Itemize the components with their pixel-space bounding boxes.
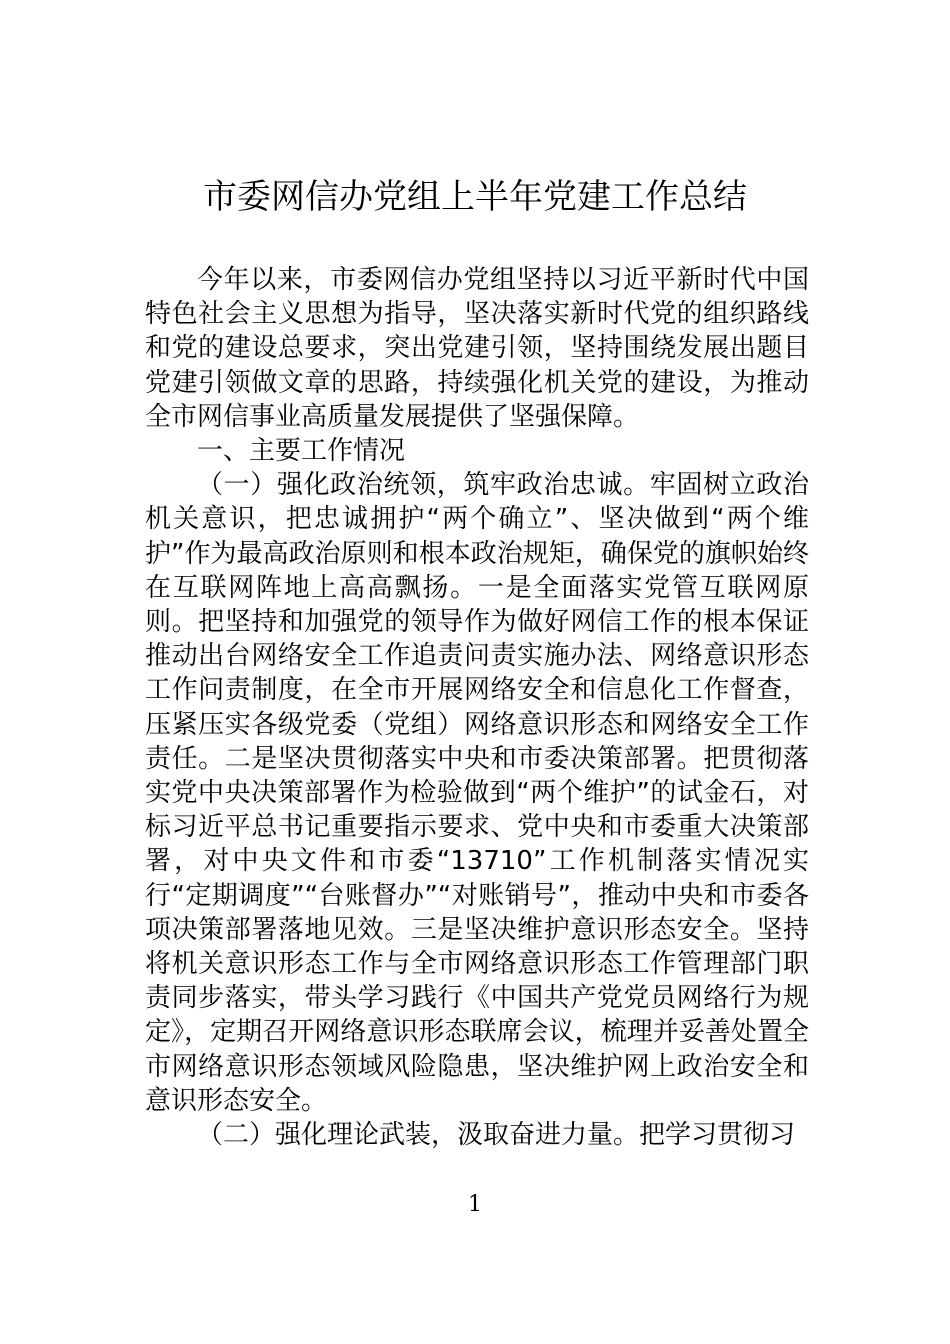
document-title: 市委网信办党组上半年党建工作总结 xyxy=(203,177,747,217)
page-number: 1 xyxy=(468,1192,482,1217)
intro-paragraph: 今年以来，市委网信办党组坚持以习近平新时代中国特色社会主义思想为指导，坚决落实新时代党的组织路线和党的建设总要求，突出党建引领，坚持围绕发展出题目党建引领做文章的思路，持续强化机关党的建设，为推动全市网信事业高质量发展提供了坚强保障。 xyxy=(145,265,809,432)
body-paragraph: （一）强化政治统领，筑牢政治忠诚。牢固树立政治机关意识，把忠诚拥护“两个确立”、坚决做到“两个维护”作为最高政治原则和根本政治规矩，确保党的旗帜始终在互联网阵地上高高飘扬。一是全面落实党管互联网原则。把坚持和加强党的领导作为做好网信工作的根本保证推动出台网络安全工作追责问责实施办法、网络意识形态工作问责制度，在全市开展网络安全和信息化工作督查，压紧压实各级党委（党组）网络意识形态和网络安全工作责任。二是坚决贯彻落实中央和市委决策部署。把贯彻落实党中央决策部署作为检验做到“两个维护”的试金石，对标习近平总书记重要指示要求、党中央和市委重大决策部署，对中央文件和市委“13710”工作机制落实情况实行“定期调度”“台账督办”“对账销号”，推动中央和市委各项决策部署落地见效。三是坚决维护意识形态安全。坚持将机关意识形态工作与全市网络意识形态工作管理部门职责同步落实，带头学习践行《中国共产党党员网络行为规定》，定期召开网络意识形态联席会议，梳理并妥善处置全市网络意识形态领域风险隐患，坚决维护网上政治安全和意识形态安全。 xyxy=(145,470,809,1116)
body-paragraph: （二）强化理论武装，汲取奋进力量。把学习贯彻习 xyxy=(197,1120,796,1151)
document-body xyxy=(145,263,809,1152)
section-heading: 一、主要工作情况 xyxy=(197,436,406,467)
